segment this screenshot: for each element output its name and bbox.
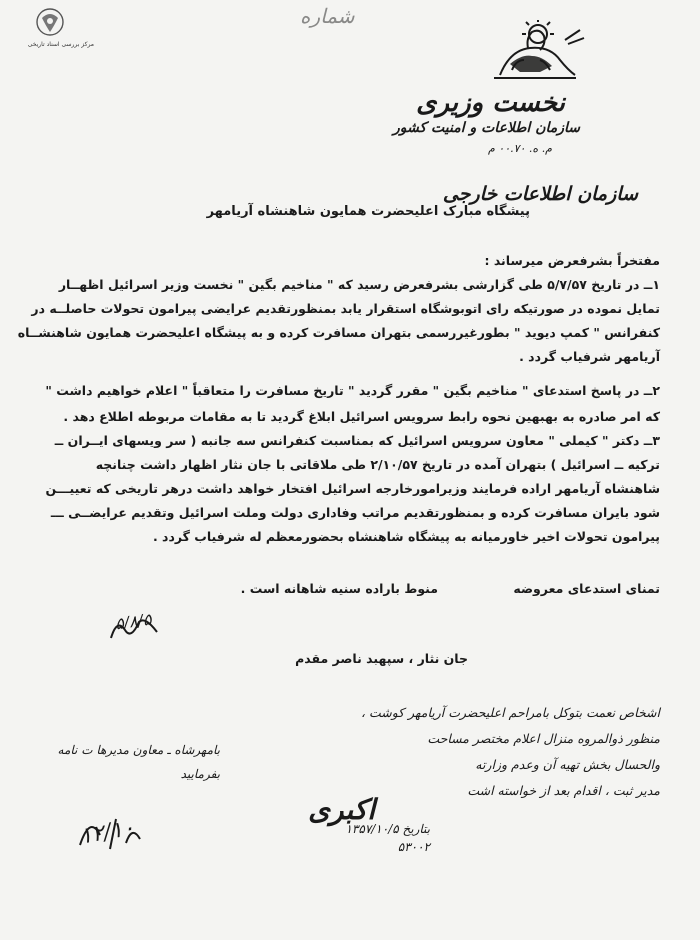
handwritten-left-note	[30, 738, 220, 786]
royal-note-line: والحسال بخش تهیه آن وعدم وزارته	[475, 757, 660, 772]
bottom-left-scribble-icon	[70, 805, 150, 855]
paragraph-1-line: تمایل نموده در صورتیکه رای اتوبوشگاه استقرار یابد بمنظورتقدیم عرایضی پیرامون تحولات حاصلــه در	[31, 301, 660, 316]
watermark	[4, 4, 96, 56]
bottom-signature: اکبری	[308, 793, 375, 826]
royal-note-line: منظور ذوالمروه منزال اعلام مختصر مساحت	[427, 731, 660, 746]
signature-line: جان نثار ، سپهبد ناصر مقدم	[295, 651, 468, 666]
paragraph-3-line: پیرامون تحولات اخیر خاورمیانه به پیشگاه شاهنشاه بحضورمعظم له شرفیاب گردد .	[152, 529, 660, 544]
lion-and-sun-emblem-icon	[480, 20, 590, 90]
letterhead-org: سازمان اطلاعات و امنیت کشور	[393, 120, 580, 136]
letterhead-title: نخست وزیری	[416, 88, 565, 118]
paragraph-2	[40, 382, 660, 426]
paragraph-3-line: ۳ــ دکتر " کیملی " معاون سرویس اسرائیل که بمناسبت کنفرانس سه جانبه ( سر ویسهای ایــران ــ	[54, 433, 660, 448]
royal-note-line: اشخاص نعمت بتوکل بامراحم اعلیحضرت آریامهر کوشت ،	[360, 705, 660, 720]
bottom-date	[345, 820, 430, 856]
paragraph-1-line: ۱ــ در تاریخ ۵/۷/۵۷ طی گزارشی بشرفعرض رسید که " مناخیم بگین " نخست وزیر اسرائیل اظهــار	[58, 277, 660, 292]
paragraph-3	[40, 432, 660, 546]
royal-note-line: مدیر ثبت ، اقدام بعد از خواسته اشت	[467, 783, 660, 798]
addressee: پیشگاه مبارک اعلیحضرت همایون شاهنشاه آریامهر	[206, 204, 530, 219]
royal-will-line: منوط باراده سنیه شاهانه است .	[240, 581, 438, 596]
left-note-line: بامهرشاه ـ معاون مدیرها ت نامه	[57, 743, 220, 757]
bottom-left-signature: ۱۲/۱۰	[78, 815, 137, 850]
bottom-date-line: ۵۳۰۰۲	[397, 840, 430, 854]
reference-number: م. ه. ۰۰.۷۰ م	[487, 142, 552, 155]
signature-mark: ۵/۸/۵	[113, 609, 153, 634]
paragraph-1-line: کنفرانس " کمپ دیوید " بطورغیررسمی بتهران مسافرت کرده و به پیشگاه اعلیحضرت همایون شاهنشــاه	[17, 325, 660, 340]
watermark-text: مرکز بررسی اسناد تاریخی	[27, 41, 94, 48]
signature-scribble-icon	[105, 609, 165, 646]
left-note-line: بفرمایید	[180, 767, 220, 781]
paragraph-1-line: آریامهر شرفیاب گردد .	[519, 349, 660, 364]
archive-logo-icon	[4, 4, 96, 40]
handwritten-royal-note	[280, 700, 660, 804]
paragraph-2-line: ۲ــ در پاسخ استدعای " مناخیم بگین " مقرر گردید " تاریخ مسافرت را متعاقباً " اعلام خواهیم داشت "	[45, 383, 660, 398]
paragraph-2-line: که امر صادره به بهبهین نحوه رابط سرویس اسرائیل ابلاغ گردید تا به مقامات مربوطه اطلاع دهد .	[63, 409, 660, 424]
top-scribble: شماره	[300, 4, 355, 28]
salutation: مفتخراً بشرفعرض میرساند :	[484, 253, 660, 268]
paragraph-3-line: شود بایران مسافرت کرده و بمنظورتقدیم مراتب وفاداری دولت وملت اسرائیل وتقدیم عرایضــی ـــ	[50, 505, 660, 520]
paragraph-3-line: ترکیه ــ اسرائیل ) بتهران آمده در تاریخ ۲/۱۰/۵۷ طی ملاقاتی با جان نثار اظهار داشت چنانچه	[95, 457, 660, 472]
bottom-date-line: بتاریخ ۱۳۵۷/۱۰/۵	[345, 822, 430, 836]
request-line: تمنای استدعای معروضه	[513, 581, 660, 596]
paragraph-1	[17, 276, 660, 366]
paragraph-3-line: شاهنشاه آریامهر اراده فرمایند وزیرامورخارجه اسرائیل افتخار خواهد داشت درهر تاریخی که تعییـــن	[45, 481, 660, 496]
department-name: سازمان اطلاعات خارجی	[442, 183, 638, 205]
